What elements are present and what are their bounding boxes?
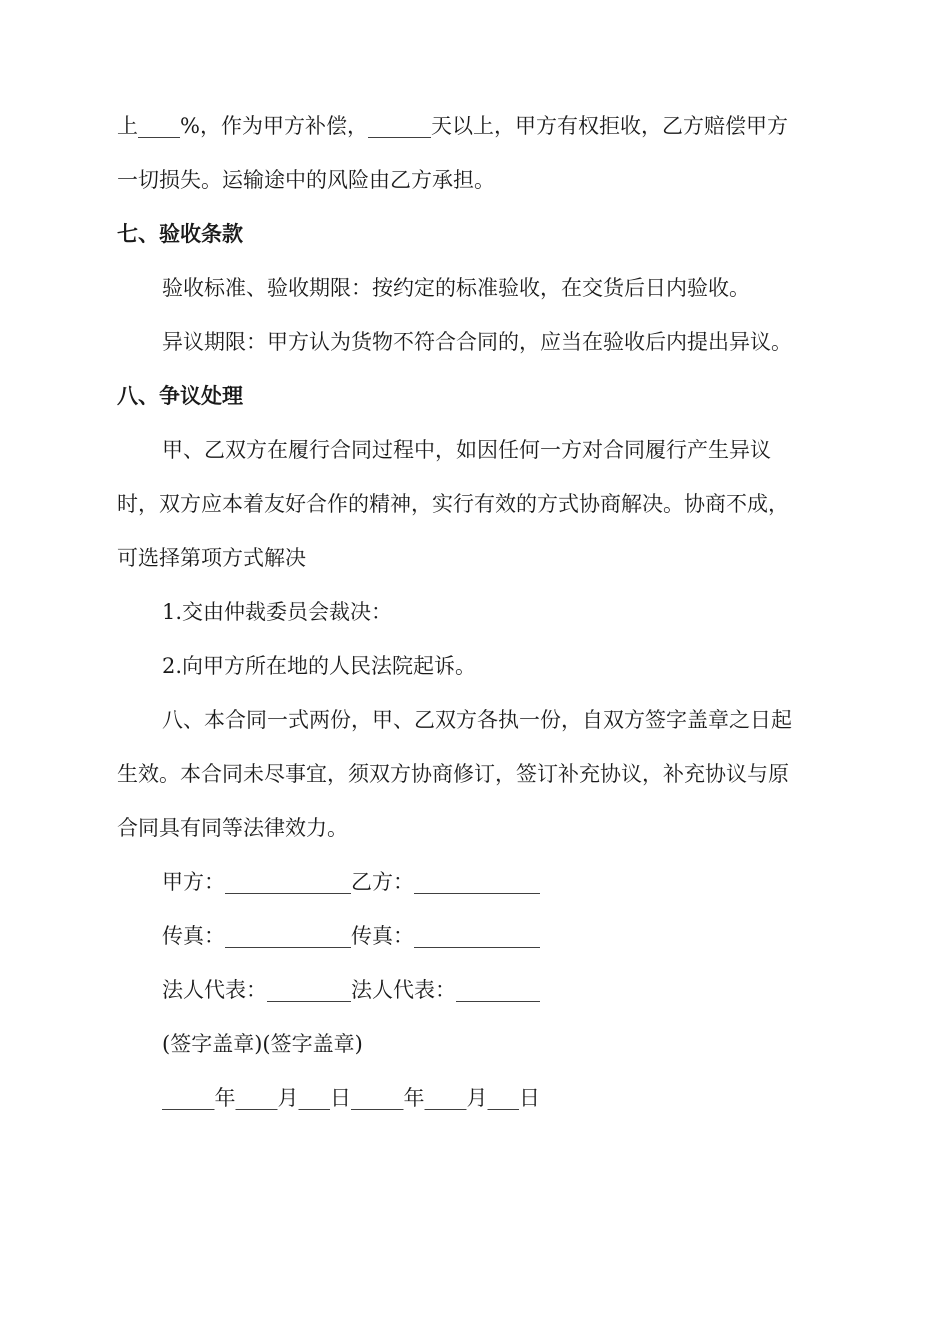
section6-tail-line-1: 上____%，作为甲方补偿，______天以上，甲方有权拒收，乙方赔偿甲方	[117, 114, 788, 138]
section8-option-2: 2.向甲方所在地的人民法院起诉。	[162, 654, 477, 678]
section7-objection-period: 异议期限：甲方认为货物不符合合同的，应当在验收后内提出异议。	[162, 330, 792, 354]
contract-page	[117, 108, 833, 1116]
signature-seal: (签字盖章)(签字盖章)	[162, 1032, 363, 1056]
section7-acceptance-standard: 验收标准、验收期限：按约定的标准验收，在交货后日内验收。	[162, 276, 750, 300]
effect-clause-line-3: 合同具有同等法律效力。	[117, 816, 348, 840]
section8-paragraph-line-1: 甲、乙双方在履行合同过程中，如因任何一方对合同履行产生异议	[162, 438, 771, 462]
section8-heading: 八、争议处理	[117, 384, 243, 408]
section8-option-1: 1.交由仲裁委员会裁决：	[162, 600, 393, 624]
section7-heading: 七、验收条款	[117, 222, 243, 246]
signature-legal-rep: 法人代表：________法人代表：________	[162, 978, 540, 1002]
effect-clause-line-2: 生效。本合同未尽事宜，须双方协商修订，签订补充协议，补充协议与原	[117, 762, 789, 786]
section8-paragraph-line-2: 时，双方应本着友好合作的精神，实行有效的方式协商解决。协商不成，	[117, 492, 789, 516]
section6-tail-line-2: 一切损失。运输途中的风险由乙方承担。	[117, 168, 495, 192]
signature-fax: 传真：____________传真：____________	[162, 924, 540, 948]
signature-date: _____年____月___日_____年____月___日	[162, 1086, 540, 1110]
signature-parties: 甲方：____________乙方：____________	[162, 870, 540, 894]
section8-paragraph-line-3: 可选择第项方式解决	[117, 546, 306, 570]
effect-clause-line-1: 八、本合同一式两份，甲、乙双方各执一份，自双方签字盖章之日起	[162, 708, 792, 732]
